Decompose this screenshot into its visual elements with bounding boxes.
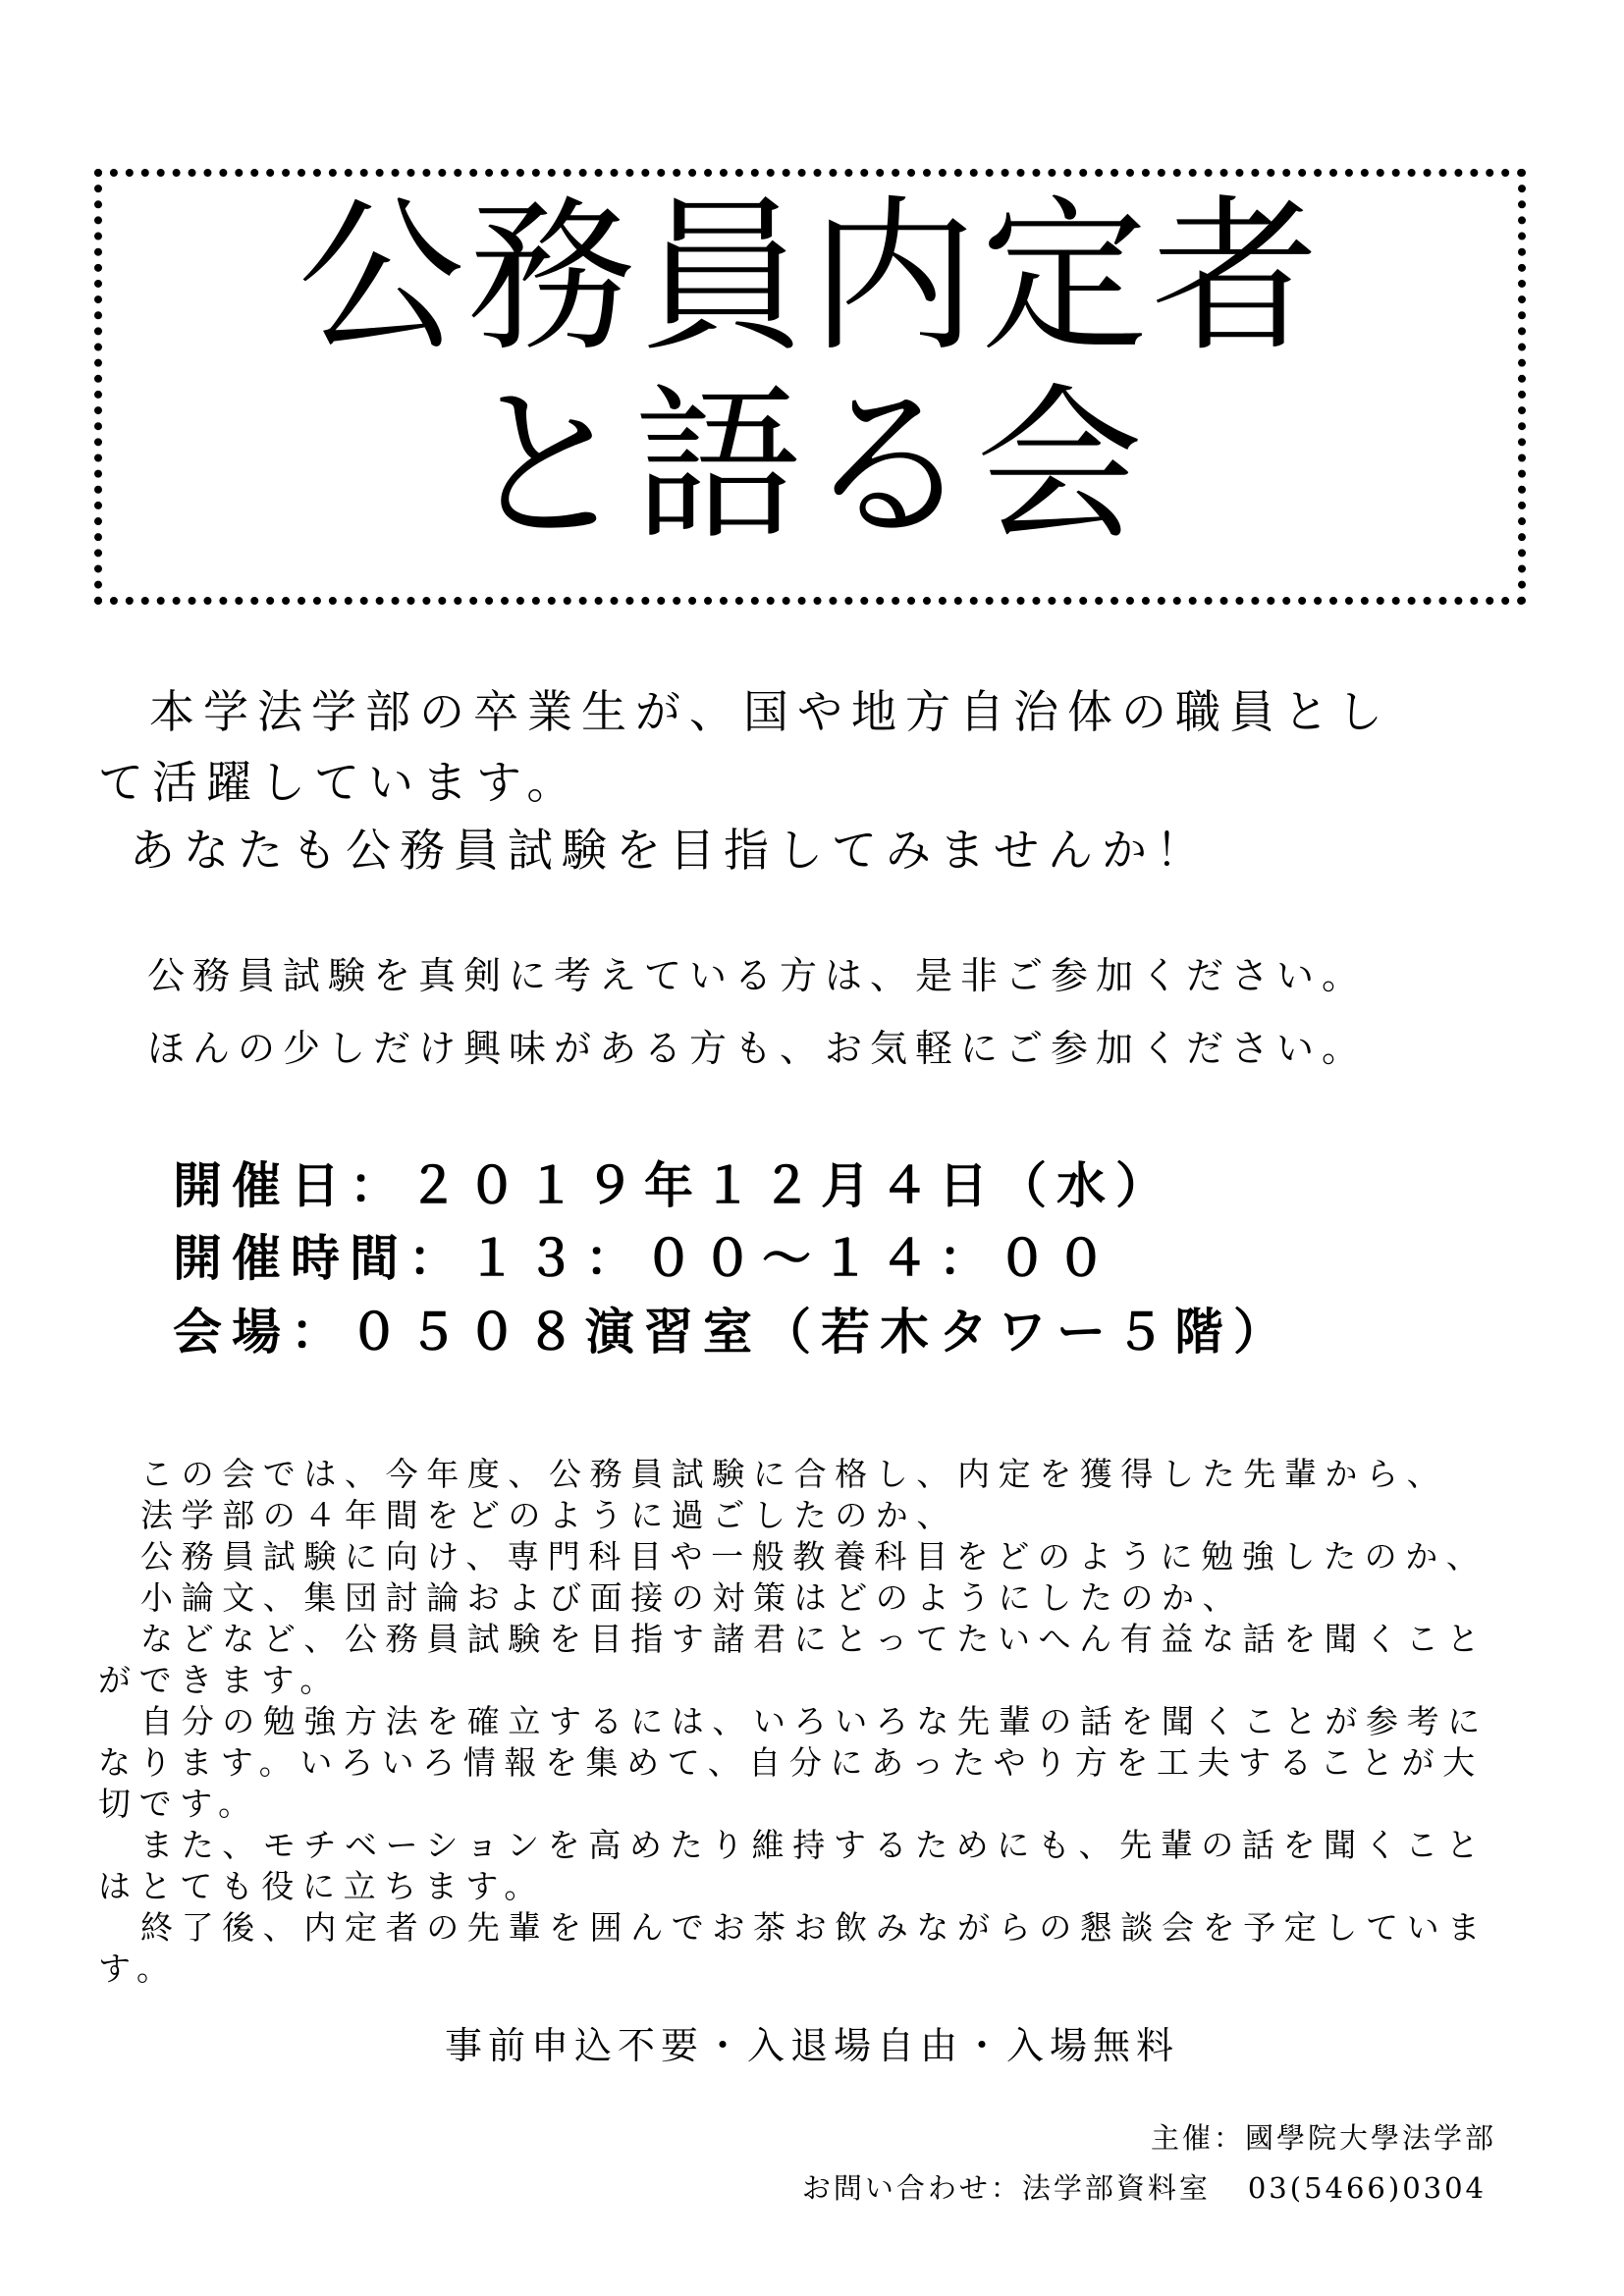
description-line: 法学部の４年間をどのように過ごしたのか、 [140,1496,957,1534]
invite-line-2: ほんの少しだけ興味がある方も、お気軽にご参加ください。 [147,1027,1368,1070]
event-venue: 会場：０５０８演習室（若木タワー５階） [173,1304,1292,1361]
page-title-line-2: と語る会 [462,369,1147,563]
description-line: また、モチベーションを高めたり維持するためにも、先輩の話を聞くこと [140,1826,1488,1864]
description-line: 自分の勉強方法を確立するには、いろいろな先輩の話を聞くことが参考に [140,1702,1489,1740]
contact-phone: 03(5466)0304 [1247,2171,1487,2205]
description-line: この会では、今年度、公務員試験に合格し、内定を獲得した先輩から、 [140,1455,1448,1493]
description-line: ができます。 [98,1661,341,1699]
page-title-line-1: 公務員内定者 [297,181,1323,375]
event-time: 開催時間：１３：００～１４：００ [173,1230,1115,1287]
description-line: なります。いろいろ情報を集めて、自分にあったやり方を工夫することが大 [98,1743,1484,1782]
contact-label: お問い合わせ：法学部資料室 [801,2171,1211,2205]
intro-line-1: 本学法学部の卒業生が、国や地方自治体の職員とし [149,685,1391,738]
description-line: 切です。 [98,1785,259,1823]
event-date: 開催日：２０１９年１２月４日（水） [173,1157,1174,1214]
contact-info [802,2169,1487,2207]
intro-line-2: て活躍しています。 [98,756,581,809]
description-line: 小論文、集団討論および面接の対策はどのようにしたのか、 [140,1578,1244,1617]
description-line: はとても役に立ちます。 [98,1867,545,1905]
description-line: などなど、公務員試験を目指す諸君にとってたいへん有益な話を聞くこと [140,1620,1489,1658]
description-line: 終了後、内定者の先輩を囲んでお茶お飲みながらの懇談会を予定していま [140,1908,1489,1947]
intro-line-3: あなたも公務員試験を目指してみませんか！ [130,824,1210,877]
invite-line-1: 公務員試験を真剣に考えている方は、是非ご参加ください。 [147,954,1368,997]
sponsor: 主催：國學院大學法学部 [1150,2121,1496,2155]
admission-notice: 事前申込不要・入退場自由・入場無料 [444,2024,1179,2067]
description-line: す。 [98,1949,178,1988]
title-box [94,169,1526,605]
description-line: 公務員試験に向け、専門科目や一般教養科目をどのように勉強したのか、 [140,1537,1488,1575]
